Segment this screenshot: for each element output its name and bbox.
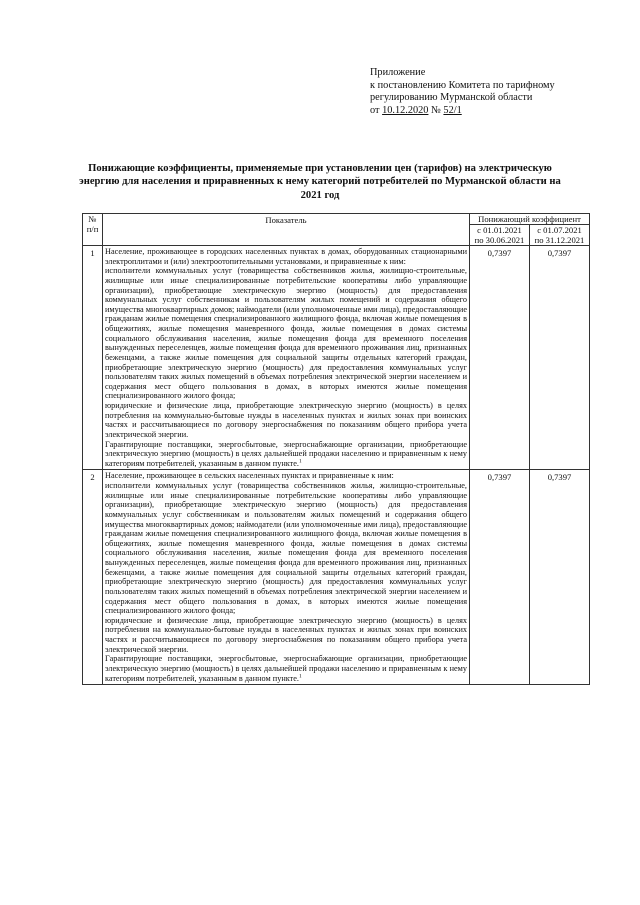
table-row [83, 470, 590, 685]
appendix-date-line [370, 105, 620, 118]
indicator-paragraph-last [105, 440, 467, 469]
indicator-paragraph-last [105, 654, 467, 683]
header-num-cell [83, 214, 103, 246]
header-period-1 [470, 225, 530, 246]
appendix-from-label: от [370, 104, 380, 116]
indicator-paragraph: юридические и физические лица, приобретающие электрическую энергию (мощность) в целях потребления на коммунально-бытовые нужды в населенных пунктах и жилых зонах при воинских частях и рассчитывающиеся по договору энергоснабжения по показаниям общего прибора учета электрической энергии. [105, 401, 467, 439]
period-2-end: по 31.12.2021 [534, 235, 585, 245]
indicator-paragraph: исполнители коммунальных услуг (товарищества собственников жилья, жилищно-строительные, жилищные или иные специализированные потребительские кооперативы либо управляющие организации), приобретающие электрическую энергию (мощность) для предоставления коммунальных услуг собственникам и пользователям жилых помещений и содержания общего имущества многоквартирных домов; наймодатели (или уполномоченные ими лица), предоставляющие гражданам жилые помещения специализированного жилищного фонда, включая жилые помещения в общежитиях, жилые помещения маневренного фонда, жилые помещения в домах системы социального обслуживания населения, жилые помещения фонда для временного поселения вынужденных переселенцев, жилые помещения фонда для временного проживания лиц, признанных беженцами, а также жилые помещения для социальной защиты отдельных категорий граждан, приобретающие электрическую энергию (мощность) для предоставления коммунальных услуг пользователям таких жилых помещений в объемах потребления электрической энергии населением и содержания мест общего пользования в домах, в которых имеются жилые помещения специализированного жилого фонда; [105, 266, 467, 401]
row-number: 2 [83, 470, 103, 685]
coefficient-value-1: 0,7397 [470, 470, 530, 685]
table-header-row [83, 214, 590, 225]
indicator-paragraph: Население, проживающее в городских населенных пунктах в домах, оборудованных стационарными электроплитами и (или) электроотопительными установками, и приравненные к ним: [105, 247, 467, 266]
footnote-mark: 1 [298, 458, 302, 464]
appendix-line: к постановлению Комитета по тарифному [370, 79, 555, 91]
appendix-block [370, 67, 620, 117]
period-1-start: с 01.01.2021 [477, 225, 522, 235]
period-2-start: с 01.07.2021 [537, 225, 582, 235]
appendix-number-label: № [431, 104, 441, 116]
appendix-number: 52/1 [443, 104, 462, 116]
appendix-line: Приложение [370, 67, 426, 78]
header-num-label: № [88, 214, 97, 224]
header-period-2 [530, 225, 590, 246]
period-1-end: по 30.06.2021 [474, 235, 525, 245]
coefficient-value-2: 0,7397 [530, 470, 590, 685]
appendix-date: 10.12.2020 [382, 104, 429, 116]
table-row [83, 246, 590, 470]
indicator-paragraph-text: Гарантирующие поставщики, энергосбытовые, энергоснабжающие организации, приобретающие электрическую энергию (мощность) в целях дальнейшей продажи населению и приравненным к нему категориям потребителей, указанным в данном пункте. [105, 654, 467, 683]
footnote-mark: 1 [298, 672, 302, 679]
header-coef-group: Понижающий коэффициент [470, 214, 590, 225]
coefficients-table [82, 213, 590, 685]
row-indicator [103, 246, 470, 470]
indicator-paragraph: Население, проживающее в сельских населенных пунктах и приравненные к ним: [105, 471, 394, 481]
document-title: Понижающие коэффициенты, применяемые при установлении цен (тарифов) на электрическую энергию для населения и приравненных к нему категорий потребителей по Мурманской области на 2021 год [79, 163, 561, 201]
appendix-line: регулированию Мурманской области [370, 92, 533, 103]
coefficient-value-1: 0,7397 [470, 246, 530, 470]
indicator-paragraph: исполнители коммунальных услуг (товарищества собственников жилья, жилищно-строительные, жилищные или иные специализированные потребительские кооперативы либо управляющие организации), приобретающие электрическую энергию (мощность) для предоставления коммунальных услуг собственникам и пользователям жилых помещений и содержания общего имущества многоквартирных домов; наймодатели (или уполномоченные ими лица), предоставляющие гражданам жилые помещения специализированного жилищного фонда, включая жилые помещения в общежитиях, жилые помещения маневренного фонда, жилые помещения в домах системы социального обслуживания населения, жилые помещения фонда для временного поселения вынужденных переселенцев, жилые помещения фонда для временного проживания лиц, признанных беженцами, а также жилые помещения для социальной защиты отдельных категорий граждан, приобретающие электрическую энергию (мощность) для предоставления коммунальных услуг пользователям таких жилых помещений в объемах потребления электрической энергии населением и содержания мест общего пользования в домах, в которых имеются жилые помещения специализированного жилого фонда; [105, 481, 467, 616]
indicator-paragraph: юридические и физические лица, приобретающие электрическую энергию (мощность) в целях потребления на коммунально-бытовые нужды в населенных пунктах и жилых зонах при воинских частях и рассчитывающиеся по договору энергоснабжения по показаниям общего прибора учета электрической энергии. [105, 615, 467, 654]
coefficient-value-2: 0,7397 [530, 246, 590, 470]
indicator-paragraph-text: Гарантирующие поставщики, энергосбытовые, энергоснабжающие организации, приобретающие электрическую энергию (мощность) в целях дальнейшей продажи населению и приравненным к нему категориям потребителей, указанным в данном пункте. [105, 439, 467, 468]
row-number: 1 [83, 246, 103, 470]
header-num-sublabel: п/п [86, 224, 99, 234]
header-indicator: Показатель [103, 214, 470, 246]
row-indicator [103, 470, 470, 685]
